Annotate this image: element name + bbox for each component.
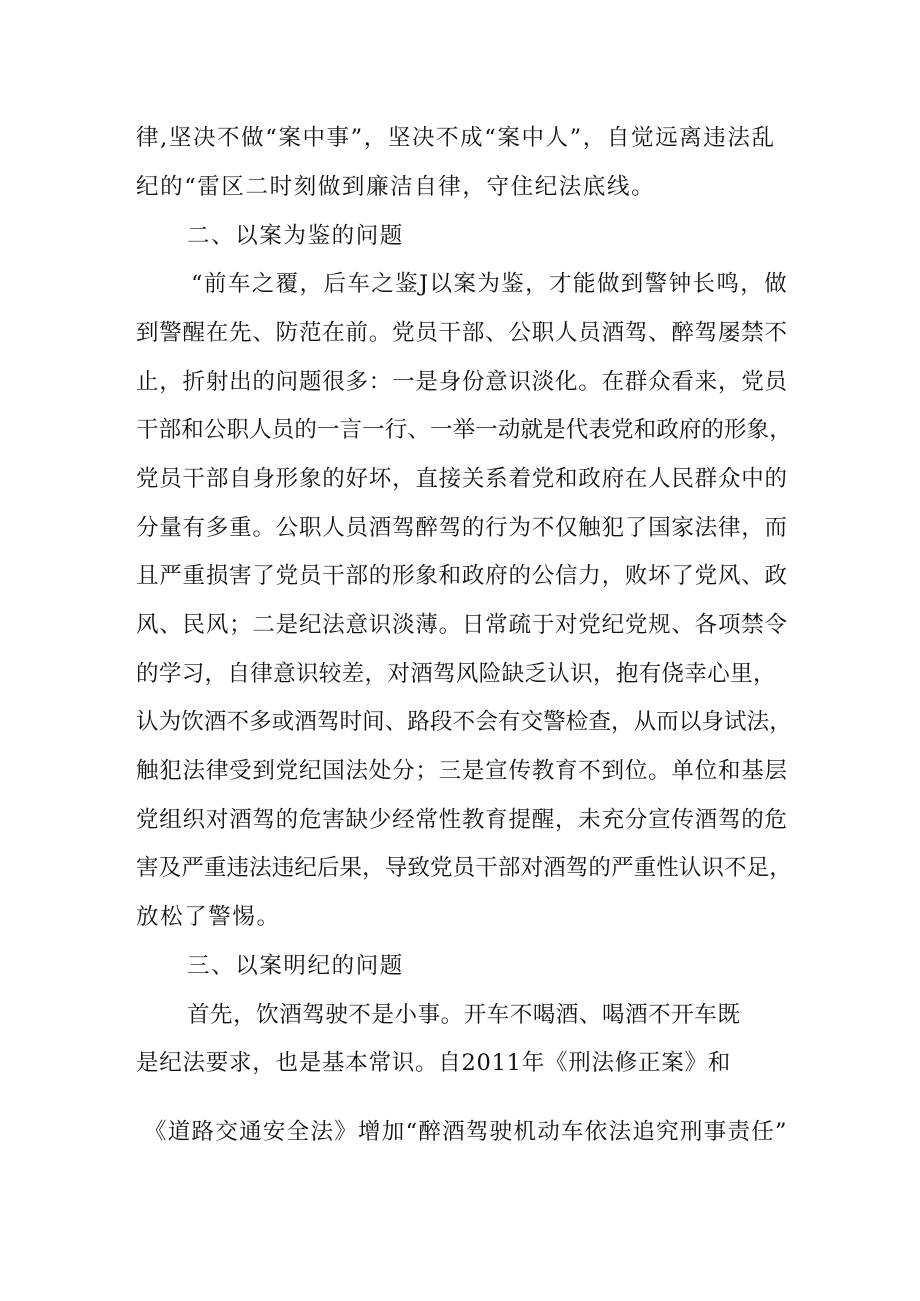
- text-line: 风、民风；二是纪法意识淡薄。日常疏于对党纪党规、各项禁令: [136, 612, 788, 638]
- section-heading: 三、以案明纪的问题: [187, 953, 404, 979]
- section-heading: 二、以案为鉴的问题: [187, 223, 404, 249]
- text-line: 触犯法律受到党纪国法处分；三是宣传教育不到位。单位和基层: [136, 758, 788, 784]
- text-line: 分量有多重。公职人员酒驾醉驾的行为不仅触犯了国家法律，而: [136, 515, 788, 541]
- text-line: 党员干部自身形象的好坏，直接关系着党和政府在人民群众中的: [136, 466, 788, 492]
- text-line: 到警醒在先、防范在前。党员干部、公职人员酒驾、醉驾屡禁不: [136, 320, 788, 346]
- text-line: 《道路交通安全法》增加“醉酒驾驶机动车依法追究刑事责任”: [144, 1119, 788, 1145]
- text-line: 害及严重违法违纪后果，导致党员干部对酒驾的严重性认识不足，: [136, 855, 792, 881]
- text-line: 放松了警惕。: [136, 904, 281, 930]
- text-line: 且严重损害了党员干部的形象和政府的公信力，败坏了党风、政: [136, 563, 788, 589]
- text-line: “前车之覆，后车之鉴J以案为鉴，才能做到警钟长鸣，做: [191, 271, 789, 297]
- text-line: 的学习，自律意识较差，对酒驾风险缺乏认识，抱有侥幸心里，: [136, 661, 776, 687]
- text-line: 止，折射出的问题很多：一是身份意识淡化。在群众看来，党员: [136, 369, 788, 395]
- text-line: 首先，饮酒驾驶不是小事。开车不喝酒、喝酒不开车既: [187, 1002, 741, 1028]
- text-line: 纪的“雷区二时刻做到廉洁自律，守住纪法底线。: [136, 174, 656, 200]
- text-line: 认为饮酒不多或酒驾时间、路段不会有交警检查，从而以身试法，: [136, 709, 792, 735]
- text-line: 是纪法要求，也是基本常识。自2011年《刑法修正案》和: [136, 1050, 731, 1076]
- text-line: 律,坚决不做“案中事”，坚决不成“案中人”，自觉远离违法乱: [136, 125, 776, 151]
- text-line: 党组织对酒驾的危害缺少经常性教育提醒，未充分宣传酒驾的危: [136, 807, 788, 833]
- text-line: 干部和公职人员的一言一行、一举一动就是代表党和政府的形象，: [136, 417, 792, 443]
